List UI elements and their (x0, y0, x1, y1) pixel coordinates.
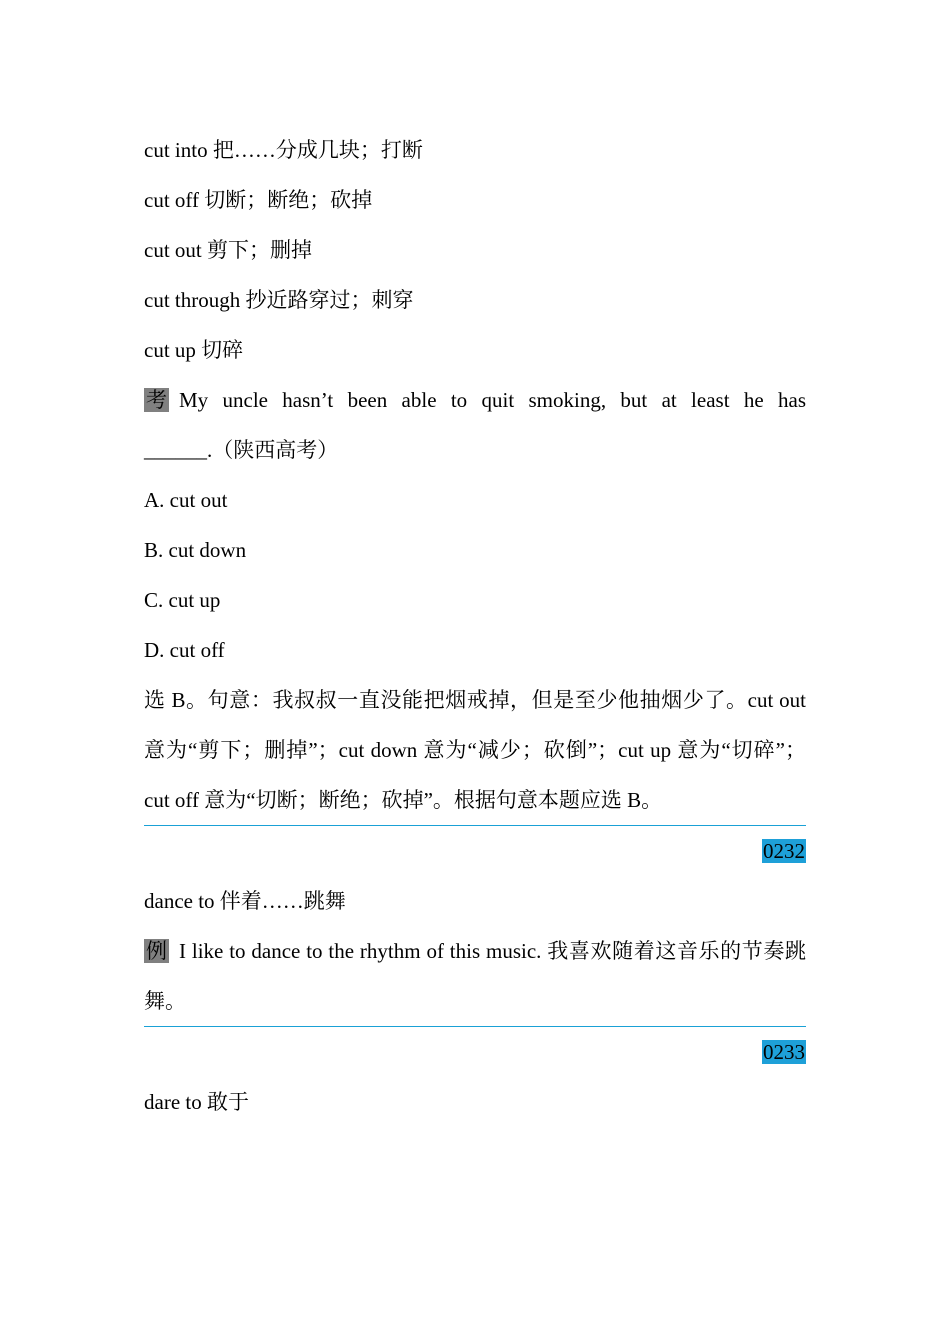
option-a: A. cut out (144, 488, 228, 512)
example-text: I like to dance to the rhythm of this music. 我喜欢随着这音乐的节奏跳舞。 (144, 939, 806, 1013)
entry-number-row (144, 1027, 806, 1077)
answer-explanation: 选 B。句意：我叔叔一直没能把烟戒掉，但是至少他抽烟少了。cut out 意为“剪下；删掉”；cut down 意为“减少；砍倒”；cut up 意为“切碎”；cut off 意为“切断；断绝；砍掉”。根据句意本题应选 B。 (144, 688, 806, 812)
exam-tag: 考 (146, 388, 167, 413)
entry-number-row (144, 826, 806, 876)
exam-question-text: My uncle hasn’t been able to quit smoking, but at least he has (179, 388, 806, 412)
example-sentence (144, 926, 806, 1026)
phrase-cut-through: cut through 抄近路穿过；刺穿 (144, 288, 414, 312)
phrase-cut-out: cut out 剪下；删掉 (144, 238, 312, 262)
phrase-dance-to: dance to 伴着……跳舞 (144, 889, 346, 913)
entry-number: 0233 (763, 1040, 805, 1065)
example-tag: 例 (146, 939, 167, 964)
entry-number: 0232 (763, 839, 805, 864)
phrase-dare-to: dare to 敢于 (144, 1090, 249, 1114)
exam-question-line2: ______.（陕西高考） (144, 438, 339, 462)
phrase-cut-off: cut off 切断；断绝；砍掉 (144, 188, 373, 212)
option-c: C. cut up (144, 588, 221, 612)
exam-question-line1 (144, 375, 806, 425)
phrase-cut-into: cut into 把……分成几块；打断 (144, 138, 423, 162)
option-b: B. cut down (144, 538, 247, 562)
phrase-cut-up: cut up 切碎 (144, 338, 244, 362)
option-d: D. cut off (144, 638, 225, 662)
document-page (144, 125, 806, 1127)
